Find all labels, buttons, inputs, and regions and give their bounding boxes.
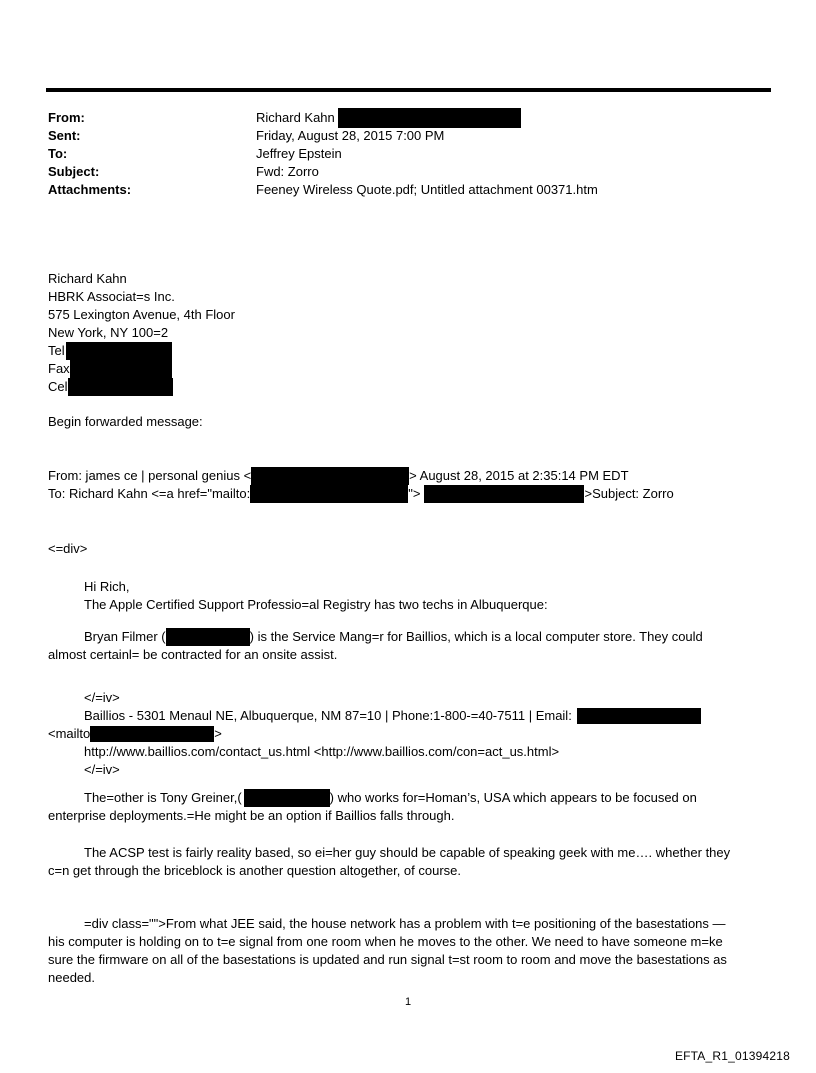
email-header xyxy=(48,109,768,199)
redaction-box xyxy=(70,360,172,378)
paragraph-registry: The Apple Certified Support Professio=al Registry has two techs in Albuquerque: xyxy=(84,597,548,612)
forward-to-prefix: To: Richard Kahn <=a href="mailto: xyxy=(48,486,251,501)
redaction-box xyxy=(90,726,214,742)
div-close-2: </=iv> xyxy=(84,762,120,777)
from-row xyxy=(48,109,768,127)
forward-to-suffix: >Subject: Zorro xyxy=(584,486,674,501)
tony-suffix: ) who works for=Homan’s, USA which appears to be focused on xyxy=(329,790,697,805)
mailto-end: > xyxy=(214,726,222,741)
greeting: Hi Rich, xyxy=(84,579,130,594)
to-label: To: xyxy=(48,146,68,161)
sent-value: Friday, August 28, 2015 7:00 PM xyxy=(256,128,445,143)
redaction-box xyxy=(338,108,521,128)
subject-value: Fwd: Zorro xyxy=(256,164,319,179)
paragraph-network-line2: his computer is holding on to t=e signal from one room when he moves to the other. We need to have someone m=ke xyxy=(48,934,723,949)
forward-to-line xyxy=(48,485,674,503)
to-row xyxy=(48,145,768,163)
attachments-row xyxy=(48,181,768,199)
paragraph-network-line1: =div class="">From what JEE said, the house network has a problem with t=e positioning of the basestations — xyxy=(84,916,726,931)
redaction-box xyxy=(166,628,250,646)
attachments-value: Feeney Wireless Quote.pdf; Untitled attachment 00371.htm xyxy=(256,182,598,197)
baillios-text: Baillios - 5301 Menaul NE, Albuquerque, NM 87=10 | Phone:1-800-=40-7511 | Email: xyxy=(84,708,572,723)
paragraph-tony-line2: enterprise deployments.=He might be an option if Baillios falls through. xyxy=(48,808,455,823)
redaction-box xyxy=(244,789,330,807)
forward-to-mid: "> xyxy=(408,486,421,501)
paragraph-tony xyxy=(48,789,764,825)
bryan-suffix: ) is the Service Mang=r for Baillios, which is a local computer store. They could xyxy=(249,629,703,644)
redaction-box xyxy=(68,378,173,396)
signature-fax xyxy=(48,360,235,378)
paragraph-network xyxy=(48,915,764,987)
document-id: EFTA_R1_01394218 xyxy=(674,1049,790,1063)
paragraph-acsp-line1: The ACSP test is fairly reality based, so ei=her guy should be capable of speaking geek with me…. whether they xyxy=(84,845,731,860)
paragraph-acsp xyxy=(48,844,764,880)
attachments-label: Attachments: xyxy=(48,182,132,197)
paragraph-network-line3: sure the firmware on all of the basestations is updated and run signal t=st room to room and move the basestations as xyxy=(48,952,727,967)
div-close-1: </=iv> xyxy=(84,690,120,705)
subject-row xyxy=(48,163,768,181)
baillios-line xyxy=(48,707,764,725)
sent-row xyxy=(48,127,768,145)
url-line: http://www.baillios.com/contact_us.html <http://www.baillios.com/con=act_us.html> xyxy=(84,744,560,759)
signature-address2: New York, NY 100=2 xyxy=(48,325,169,340)
signature-block xyxy=(48,270,235,396)
forward-from-suffix: > August 28, 2015 at 2:35:14 PM EDT xyxy=(409,468,629,483)
paragraph-tony-line1 xyxy=(48,789,764,807)
paragraph-acsp-line2: c=n get through the briceblock is another question altogether, of course. xyxy=(48,863,462,878)
redaction-box xyxy=(424,485,584,503)
bryan-prefix: Bryan Filmer ( xyxy=(84,629,166,644)
from-value xyxy=(256,109,521,127)
redaction-box xyxy=(251,467,409,485)
paragraph-bryan-line2: almost certainl= be contracted for an onsite assist. xyxy=(48,647,338,662)
header-rule xyxy=(46,88,771,92)
mailto-text: <mailto xyxy=(48,726,91,741)
redaction-box xyxy=(66,342,172,360)
forward-intro-text: Begin forwarded message: xyxy=(48,414,203,429)
from-label: From: xyxy=(48,110,85,125)
redaction-box xyxy=(250,485,408,503)
paragraph-network-line4: needed. xyxy=(48,970,95,985)
fax-label: Fax xyxy=(48,361,70,376)
redaction-box xyxy=(577,708,701,724)
signature-address1: 575 Lexington Avenue, 4th Floor xyxy=(48,307,235,322)
paragraph-bryan xyxy=(48,628,764,664)
paragraph-bryan-line1 xyxy=(48,628,764,646)
from-name: Richard Kahn xyxy=(256,110,335,125)
signature-name: Richard Kahn xyxy=(48,271,127,286)
page-number: 1 xyxy=(404,996,412,1008)
signature-cel xyxy=(48,378,235,396)
tel-label: Tel xyxy=(48,343,65,358)
to-value: Jeffrey Epstein xyxy=(256,146,342,161)
forward-from-line xyxy=(48,467,674,485)
baillios-block xyxy=(48,689,764,779)
tony-prefix: The=other is Tony Greiner,( xyxy=(84,790,242,805)
forward-headers xyxy=(48,467,674,503)
forward-from-prefix: From: james ce | personal genius < xyxy=(48,468,252,483)
div-open: <=div> xyxy=(48,541,88,556)
signature-tel xyxy=(48,342,235,360)
signature-company: HBRK Associat=s Inc. xyxy=(48,289,175,304)
cel-label: Cel xyxy=(48,379,68,394)
subject-label: Subject: xyxy=(48,164,100,179)
mailto-line xyxy=(48,725,764,743)
sent-label: Sent: xyxy=(48,128,81,143)
forward-intro xyxy=(48,413,203,431)
